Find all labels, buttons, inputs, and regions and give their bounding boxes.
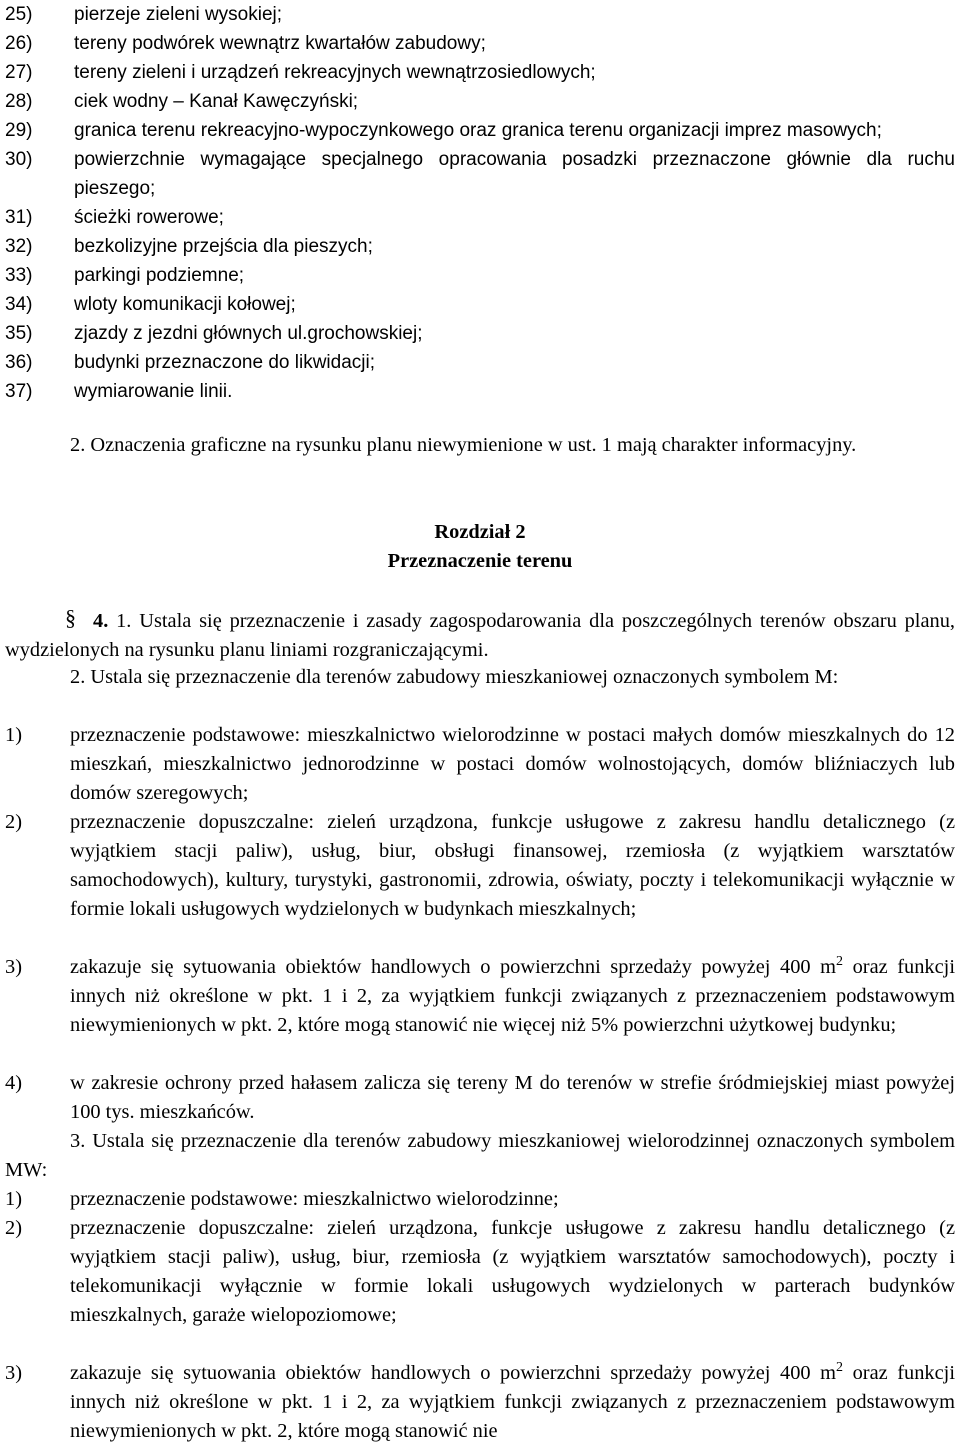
list-item: 2) przeznaczenie dopuszczalne: zieleń urządzona, funkcje usługowe z zakresu handlu detalicznego (z wyjątkiem stacji paliw), usług, biur, obsługi finansowej, rzemiosła (z wyjątkiem warsztatów samochodowych), kultury, turystyki, gastronomii, zdrowia, oświaty, poczty i telekomunikacji wyłącznie w formie lokali usługowych wydzielonych w budynkach mieszkalnych; (5, 811, 955, 920)
list-item: 32) bezkolizyjne przejścia dla pieszych; (5, 236, 373, 257)
list-item: 28) ciek wodny – Kanał Kawęczyński; (5, 91, 359, 112)
list-item: 34) wloty komunikacji kołowej; (5, 294, 296, 315)
section-sign-icon (63, 607, 81, 629)
svg-text:§: § (65, 607, 76, 629)
list-item: 25) pierzeje zieleni wysokiej; (5, 4, 283, 25)
chapter-label: Rozdział 2 (434, 521, 526, 543)
list-item: 31) ścieżki rowerowe; (5, 207, 224, 228)
list-item: 1) przeznaczenie podstawowe: mieszkalnictwo wielorodzinne w postaci małych domów mieszkalnych do 12 mieszkań, mieszkalnictwo jednorodzinne w postaci domów wolnostojących, domów bliźniaczych lub domów szeregowych; (5, 724, 955, 804)
list-item: 1) przeznaczenie podstawowe: mieszkalnictwo wielorodzinne; (5, 1188, 559, 1210)
list-item: 35) zjazdy z jezdni głównych ul.grochowskiej; (5, 323, 423, 344)
list-item: 37) wymiarowanie linii. (5, 381, 233, 402)
list-item: 26) tereny podwórek wewnątrz kwartałów zabudowy; (5, 33, 486, 54)
list-item: 3) zakazuje się sytuowania obiektów handlowych o powierzchni sprzedaży powyżej 400 $m^2$ oraz funkcji innych niż określone w pkt. 1 i 2, za wyjątkiem funkcji związanych z przeznaczeniem podstawowym niewymienionych w pkt. 2, które mogą stanowić nie (5, 1360, 955, 1442)
list-item: 4) w zakresie ochrony przed hałasem zalicza się tereny M do terenów w strefie śródmiejskiej miast powyżej 100 tys. mieszkańców. (5, 1072, 955, 1123)
section-4-paragraph-1: § 4. 1. Ustala się przeznaczenie i zasady zagospodarowania dla poszczególnych terenów obszaru planu, wydzielonych na rysunku planu liniami rozgraniczającymi. (5, 607, 955, 661)
legend-list (5, 0, 955, 406)
list-item: 27) tereny zieleni i urządzeń rekreacyjnych wewnątrzosiedlowych; (5, 62, 596, 83)
chapter-title: Przeznaczenie terenu (387, 550, 573, 572)
list-item: 33) parkingi podziemne; (5, 265, 245, 286)
paragraph-2: 2. Oznaczenia graficzne na rysunku planu niewymienione w ust. 1 mają charakter informacyjny. (70, 434, 857, 456)
list-item: 29) granica terenu rekreacyjno-wypoczynkowego oraz granica terenu organizacji imprez masowych; (5, 120, 882, 141)
section-number: 4. (93, 610, 109, 632)
section-4-paragraph-2: 2. Ustala się przeznaczenie dla terenów zabudowy mieszkaniowej oznaczonych symbolem M: (70, 666, 839, 688)
list-item: 36) budynki przeznaczone do likwidacji; (5, 352, 375, 373)
list-item: 3) zakazuje się sytuowania obiektów handlowych o powierzchni sprzedaży powyżej 400 $m^2$ oraz funkcji innych niż określone w pkt. 1 i 2, za wyjątkiem funkcji związanych z przeznaczeniem podstawowym niewymienionych w pkt. 2, które mogą stanowić nie więcej niż 5% powierzchni użytkowej budynku; (5, 954, 955, 1036)
list-item: 30) powierzchnie wymagające specjalnego opracowania posadzki przeznaczone głównie dla ruchu pieszego; (5, 149, 955, 199)
section-4-paragraph-3: 3. Ustala się przeznaczenie dla terenów zabudowy mieszkaniowej wielorodzinnej oznaczonych symbolem MW: (5, 1130, 955, 1181)
list-item: 2) przeznaczenie dopuszczalne: zieleń urządzona, funkcje usługowe z zakresu handlu detalicznego (z wyjątkiem stacji paliw), usług, biur, rzemiosła (z wyjątkiem warsztatów samochodowych), poczty i telekomunikacji wyłącznie w formie lokali usługowych wydzielonych w parterach budynków mieszkalnych, garaże wielopoziomowe; (5, 1217, 955, 1326)
